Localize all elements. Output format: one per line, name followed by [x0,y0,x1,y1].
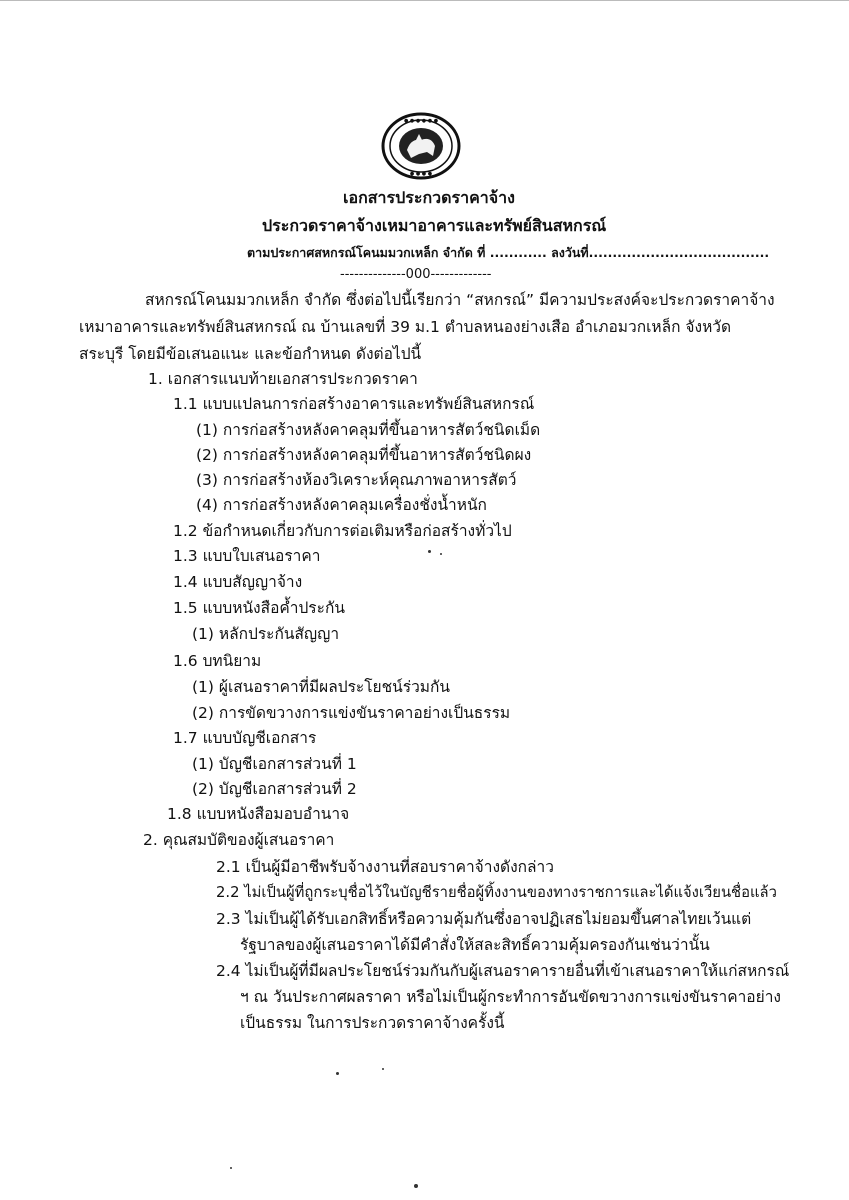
item-2-4-line-3: เป็นธรรม ในการประกวดราคาจ้างครั้งนี้ [240,1014,505,1032]
item-2-3-line-1: 2.3 ไม่เป็นผู้ได้รับเอกสิทธิ์หรือความคุ้มกันซึ่งอาจปฏิเสธไม่ยอมขึ้นศาลไทยเว้นแต่ [216,910,752,928]
item-1-1-4: (4) การก่อสร้างหลังคาคลุมเครื่องชั่งน้ำหนัก [196,496,487,514]
item-1-7-2: (2) บัญชีเอกสารส่วนที่ 2 [192,780,357,798]
document-subtitle: ประกวดราคาจ้างเหมาอาคารและทรัพย์สินสหกรณ์ [262,216,607,235]
item-2-4-line-2: ฯ ณ วันประกาศผลราคา หรือไม่เป็นผู้กระทำการอันขัดขวางการแข่งขันราคาอย่าง [240,988,781,1006]
item-2-2: 2.2 ไม่เป็นผู้ที่ถูกระบุชื่อไว้ในบัญชีรายชื่อผู้ทิ้งงานของทางราชการและได้แจ้งเวียนชื่อแล้ว [216,884,777,901]
item-1-6-2: (2) การขัดขวางการแข่งขันราคาอย่างเป็นธรรม [192,704,511,722]
scan-speck [440,553,442,555]
item-1-1: 1.1 แบบแปลนการก่อสร้างอาคารและทรัพย์สินสหกรณ์ [173,395,535,413]
announcement-reference: ตามประกาศสหกรณ์โคนมมวกเหล็ก จำกัด ที่ ............ ลงวันที่...................................... [247,245,770,260]
scan-speck [230,1167,232,1169]
section-1-heading: 1. เอกสารแนบท้ายเอกสารประกวดราคา [148,370,418,388]
scan-speck [428,550,431,553]
intro-line-2: เหมาอาคารและทรัพย์สินสหกรณ์ ณ บ้านเลขที่ 39 ม.1 ตำบลหนองย่างเสือ อำเภอมวกเหล็ก จังหวัด [79,318,732,336]
scan-speck [336,1072,339,1075]
item-1-8: 1.8 แบบหนังสือมอบอำนาจ [167,805,350,823]
item-1-1-1: (1) การก่อสร้างหลังคาคลุมที่ขึ้นอาหารสัตว์ชนิดเม็ด [196,421,541,439]
item-2-1: 2.1 เป็นผู้มีอาชีพรับจ้างงานที่สอบราคาจ้างดังกล่าว [216,858,554,876]
scan-speck [414,1184,418,1188]
item-1-1-3: (3) การก่อสร้างห้องวิเคราะห์คุณภาพอาหารสัตว์ [196,471,517,489]
section-2-heading: 2. คุณสมบัติของผู้เสนอราคา [143,831,335,849]
svg-text:● ● ● ● ● ●: ● ● ● ● ● ● [403,118,439,124]
item-1-6: 1.6 บทนิยาม [173,652,262,670]
separator: --------------000------------- [340,267,492,282]
svg-text:● ● ● ●: ● ● ● ● [409,171,433,177]
document-title: เอกสารประกวดราคาจ้าง [343,188,515,207]
item-2-3-line-2: รัฐบาลของผู้เสนอราคาได้มีคำสั่งให้สละสิทธิ์ความคุ้มครองกันเช่นว่านั้น [240,936,710,954]
item-1-2: 1.2 ข้อกำหนดเกี่ยวกับการต่อเติมหรือก่อสร้างทั่วไป [173,522,512,540]
cooperative-seal-logo [381,112,461,180]
item-1-6-1: (1) ผู้เสนอราคาที่มีผลประโยชน์ร่วมกัน [192,678,450,696]
scan-speck [382,1068,384,1070]
item-1-1-2: (2) การก่อสร้างหลังคาคลุมที่ขึ้นอาหารสัตว์ชนิดผง [196,446,532,464]
item-1-7-1: (1) บัญชีเอกสารส่วนที่ 1 [192,755,357,773]
item-1-5: 1.5 แบบหนังสือค้ำประกัน [173,599,345,617]
item-1-5-1: (1) หลักประกันสัญญา [192,625,340,643]
intro-line-1: สหกรณ์โคนมมวกเหล็ก จำกัด ซึ่งต่อไปนี้เรียกว่า “สหกรณ์” มีความประสงค์จะประกวดราคาจ้าง [145,291,775,309]
item-1-3: 1.3 แบบใบเสนอราคา [173,547,321,565]
item-2-4-line-1: 2.4 ไม่เป็นผู้ที่มีผลประโยชน์ร่วมกันกับผู้เสนอราคารายอื่นที่เข้าเสนอราคาให้แก่สหกรณ์ [216,962,790,980]
intro-line-3: สระบุรี โดยมีข้อเสนอแนะ และข้อกำหนด ดังต่อไปนี้ [79,345,422,363]
item-1-4: 1.4 แบบสัญญาจ้าง [173,573,303,591]
item-1-7: 1.7 แบบบัญชีเอกสาร [173,729,317,747]
